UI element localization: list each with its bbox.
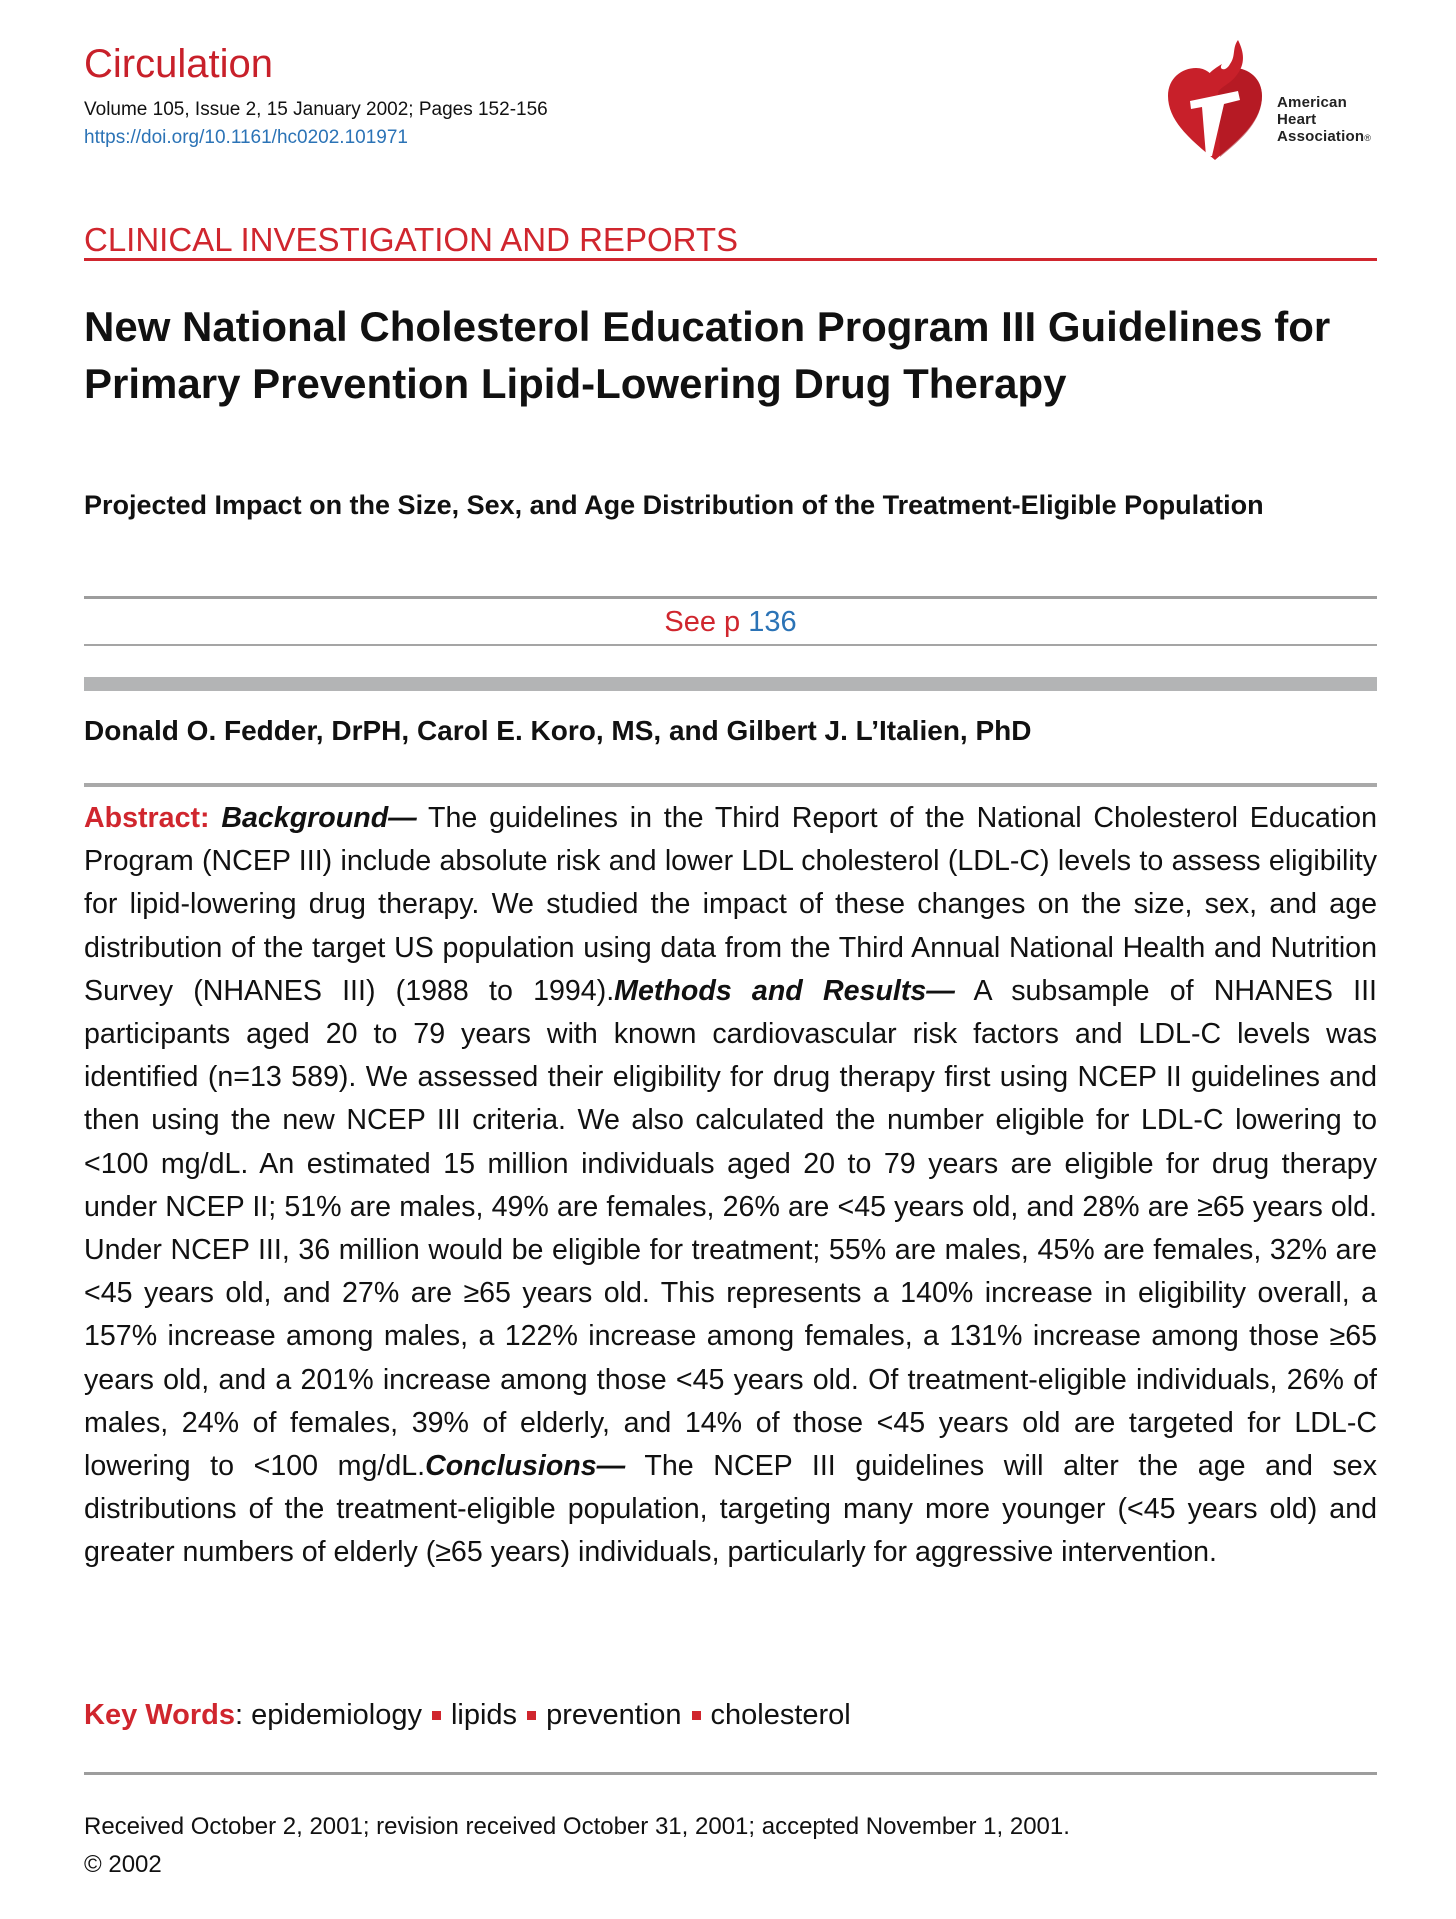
article-subtitle: Projected Impact on the Size, Sex, and Age Distribution of the Treatment-Eligible Population [84,490,1264,520]
bullet-icon [432,1711,441,1720]
methods-label: Methods and Results— [614,974,955,1007]
keywords-label: Key Words [84,1699,235,1731]
journal-name: Circulation [84,42,273,86]
abstract-label: Abstract: [84,802,210,834]
conclusions-text: The NCEP III guidelines will alter the age and sex distributions of the treatment-eligible population, targeting many more younger (<45 years old) and greater numbers of elderly (≥65 years) individuals, particularly for aggressive intervention. [84,1450,1377,1569]
keywords-separator: : [234,1699,252,1731]
keyword-link[interactable]: lipids [450,1699,518,1731]
logo-line-text: Association [1277,128,1365,145]
aha-wordmark [1277,94,1371,147]
divider [84,644,1377,646]
bullet-icon [527,1711,536,1720]
see-also [84,604,1377,640]
methods-text: A subsample of NHANES III participants aged 20 to 79 years with known cardiovascular risk factors and LDL-C levels was identified (n=13 589). We assessed their eligibility for drug therapy first using NCEP II guidelines and then using the new NCEP III criteria. We also calculated the number eligible for LDL-C lowering to <100 mg/dL. An estimated 15 million individuals aged 20 to 79 years are eligible for drug therapy under NCEP II; 51% are males, 49% are females, 26% are <45 years old, and 28% are ≥65 years old. Under NCEP III, 36 million would be eligible for treatment; 55% are males, 45% are females, 32% are <45 years old, and 27% are ≥65 years old. This represents a 140% increase in eligibility overall, a 157% increase among males, a 122% increase among females, a 131% increase among those ≥65 years old, and a 201% increase among those <45 years old. Of treatment-eligible individuals, 26% of males, 24% of females, 39% of elderly, and 14% of those <45 years old are targeted for LDL-C lowering to <100 mg/dL. [84,974,1377,1483]
section-heading: CLINICAL INVESTIGATION AND REPORTS [84,221,739,258]
keywords [84,1697,1377,1733]
heart-torch-icon [1160,38,1270,168]
keyword-link[interactable]: prevention [546,1699,682,1731]
author-list: Donald O. Fedder, DrPH, Carol E. Koro, MS, and Gilbert J. L’Italien, PhD [84,715,1032,746]
article-title: New National Cholesterol Education Program III Guidelines for Primary Prevention Lipid-Lowering Drug Therapy [84,303,1331,407]
aha-logo [1160,38,1390,168]
logo-line: Heart [1277,111,1317,128]
logo-line [1277,128,1371,147]
see-also-page-link[interactable]: 136 [748,606,797,638]
abstract [84,797,1377,1575]
background-label: Background— [221,802,417,834]
divider [84,783,1377,787]
background-text: The guidelines in the Third Report of the National Cholesterol Education Program (NCEP III) include absolute risk and lower LDL cholesterol (LDL-C) levels to assess eligibility for lipid-lowering drug therapy. We studied the impact of these changes on the size, sex, and age distribution of the target US population using data from the Third Annual National Health and Nutrition Survey (NHANES III) (1988 to 1994). [84,802,1377,1007]
divider [84,1772,1377,1775]
divider [84,596,1377,599]
citation-info: Volume 105, Issue 2, 15 January 2002; Pages 152-156 [84,99,548,120]
see-also-prefix: See p [664,606,741,638]
keyword-link[interactable]: cholesterol [710,1699,851,1731]
conclusions-label: Conclusions— [425,1450,626,1483]
gray-band [84,677,1377,691]
keyword-link[interactable]: epidemiology [251,1699,422,1731]
registered-mark: ® [1364,133,1372,143]
copyright: © 2002 [84,1851,162,1878]
doi-link[interactable]: https://doi.org/10.1161/hc0202.101971 [84,127,408,148]
section-divider [84,258,1377,261]
logo-line: American [1277,94,1347,111]
received-dates: Received October 2, 2001; revision received October 31, 2001; accepted November 1, 2001. [84,1813,1070,1840]
bullet-icon [692,1711,701,1720]
